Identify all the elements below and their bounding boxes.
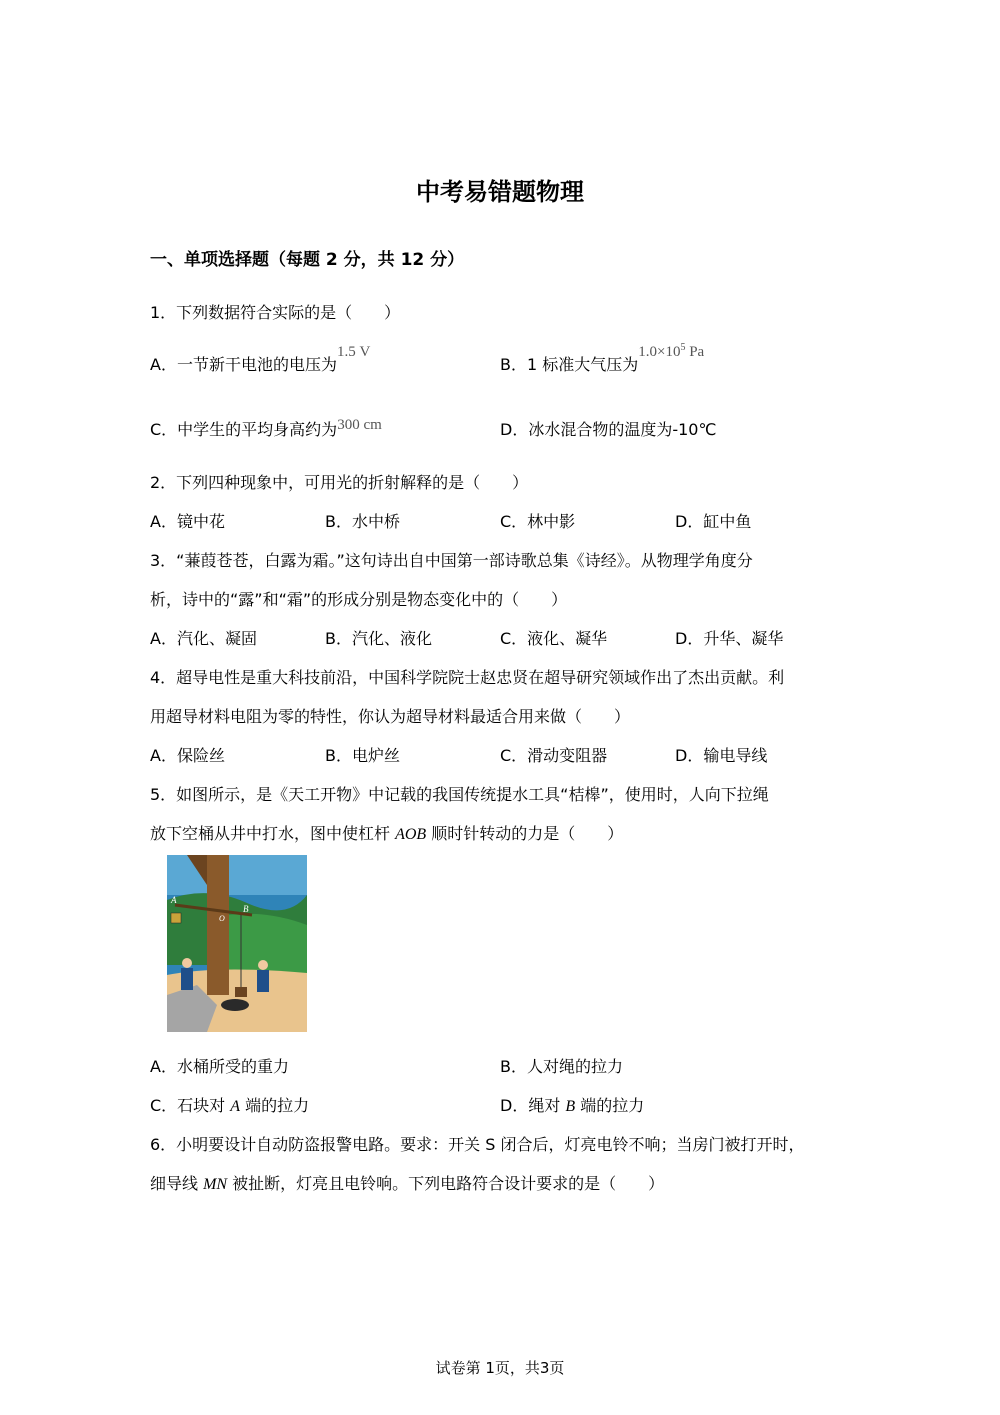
q6-stem-line1: 6．小明要设计自动防盗报警电路。要求：开关 S 闭合后，灯亮电铃不响；当房门被打开时， bbox=[150, 1135, 805, 1154]
q5-option-d-text: D．绳对 bbox=[500, 1096, 566, 1115]
q4-option-b: B．电炉丝 bbox=[325, 746, 400, 765]
q6-stem-text: 细导线 bbox=[150, 1174, 204, 1193]
q1-option-a bbox=[150, 344, 371, 375]
q5-option-c-var: A bbox=[230, 1098, 241, 1115]
q2-option-a: A．镜中花 bbox=[150, 512, 225, 531]
q5-lever-name: AOB bbox=[395, 826, 427, 843]
q4-stem-line1: 4．超导电性是重大科技前沿，中国科学院院士赵忠贤在超导研究领域作出了杰出贡献。利 bbox=[150, 668, 785, 687]
q2-option-b: B．水中桥 bbox=[325, 512, 400, 531]
q4-stem-line2: 用超导材料电阻为零的特性，你认为超导材料最适合用来做（ ） bbox=[150, 707, 631, 726]
q6-wire-name: MN bbox=[203, 1176, 228, 1193]
label-b: B bbox=[243, 904, 249, 914]
label-o: O bbox=[219, 914, 225, 923]
q1-option-b-exponent: 5 bbox=[680, 342, 686, 353]
q1-option-b-base: 1.0×10 bbox=[638, 344, 681, 360]
q2-stem: 2．下列四种现象中，可用光的折射解释的是（ ） bbox=[150, 473, 529, 492]
q5-option-c bbox=[150, 1093, 309, 1116]
q3-option-d: D．升华、凝华 bbox=[675, 629, 784, 648]
q5-option-b: B．人对绳的拉力 bbox=[500, 1057, 623, 1076]
q6-stem-line2 bbox=[150, 1171, 664, 1194]
q1-option-a-text: A．一节新干电池的电压为 bbox=[150, 355, 337, 374]
q1-option-c bbox=[150, 417, 382, 440]
q3-option-b: B．汽化、液化 bbox=[325, 629, 432, 648]
q3-stem-line2: 析，诗中的“露”和“霜”的形成分别是物态变化中的（ ） bbox=[150, 590, 568, 609]
q5-stem-line1: 5．如图所示，是《天工开物》中记载的我国传统提水工具“桔槔”，使用时，人向下拉绳 bbox=[150, 785, 769, 804]
q5-option-c-text-end: 端的拉力 bbox=[240, 1096, 310, 1115]
q5-stem-text-end: 顺时针转动的力是（ ） bbox=[426, 824, 624, 843]
q1-option-c-text: C．中学生的平均身高约为 bbox=[150, 420, 338, 439]
jiegao-illustration bbox=[167, 855, 307, 1032]
q3-option-c: C．液化、凝华 bbox=[500, 629, 608, 648]
q3-stem-line1: 3．“蒹葭苍苍，白露为霜。”这句诗出自中国第一部诗歌总集《诗经》。从物理学角度分 bbox=[150, 551, 753, 570]
q5-option-a: A．水桶所受的重力 bbox=[150, 1057, 289, 1076]
q4-option-c: C．滑动变阻器 bbox=[500, 746, 608, 765]
q2-option-c: C．林中影 bbox=[500, 512, 576, 531]
q2-option-d: D．缸中鱼 bbox=[675, 512, 752, 531]
section-heading: 一、单项选择题（每题 2 分，共 12 分） bbox=[150, 250, 465, 270]
q4-option-a: A．保险丝 bbox=[150, 746, 225, 765]
q1-option-a-formula: 1.5 V bbox=[336, 344, 371, 360]
page-title: 中考易错题物理 bbox=[416, 178, 584, 206]
q1-option-b-unit: Pa bbox=[685, 344, 705, 360]
q6-stem-text-end: 被扯断，灯亮且电铃响。下列电路符合设计要求的是（ ） bbox=[227, 1174, 665, 1193]
q1-option-c-formula: 300 cm bbox=[337, 417, 382, 433]
q5-option-d bbox=[500, 1093, 644, 1116]
q1-option-b-formula bbox=[638, 344, 704, 360]
q3-option-a: A．汽化、凝固 bbox=[150, 629, 257, 648]
q5-option-d-text-end: 端的拉力 bbox=[575, 1096, 645, 1115]
q5-option-d-var: B bbox=[565, 1098, 576, 1115]
q5-option-c-text: C．石块对 bbox=[150, 1096, 231, 1115]
q1-option-b-text: B．1 标准大气压为 bbox=[500, 355, 639, 374]
q1-stem: 1．下列数据符合实际的是（ ） bbox=[150, 303, 401, 322]
q1-option-d: D．冰水混合物的温度为-10℃ bbox=[500, 420, 717, 439]
q1-option-b bbox=[500, 342, 705, 375]
q5-stem-line2 bbox=[150, 821, 623, 844]
label-a: A bbox=[171, 895, 177, 905]
q4-option-d: D．输电导线 bbox=[675, 746, 768, 765]
q5-stem-text: 放下空桶从井中打水，图中使杠杆 bbox=[150, 824, 396, 843]
page-footer: 试卷第 1页，共3页 bbox=[435, 1359, 565, 1377]
